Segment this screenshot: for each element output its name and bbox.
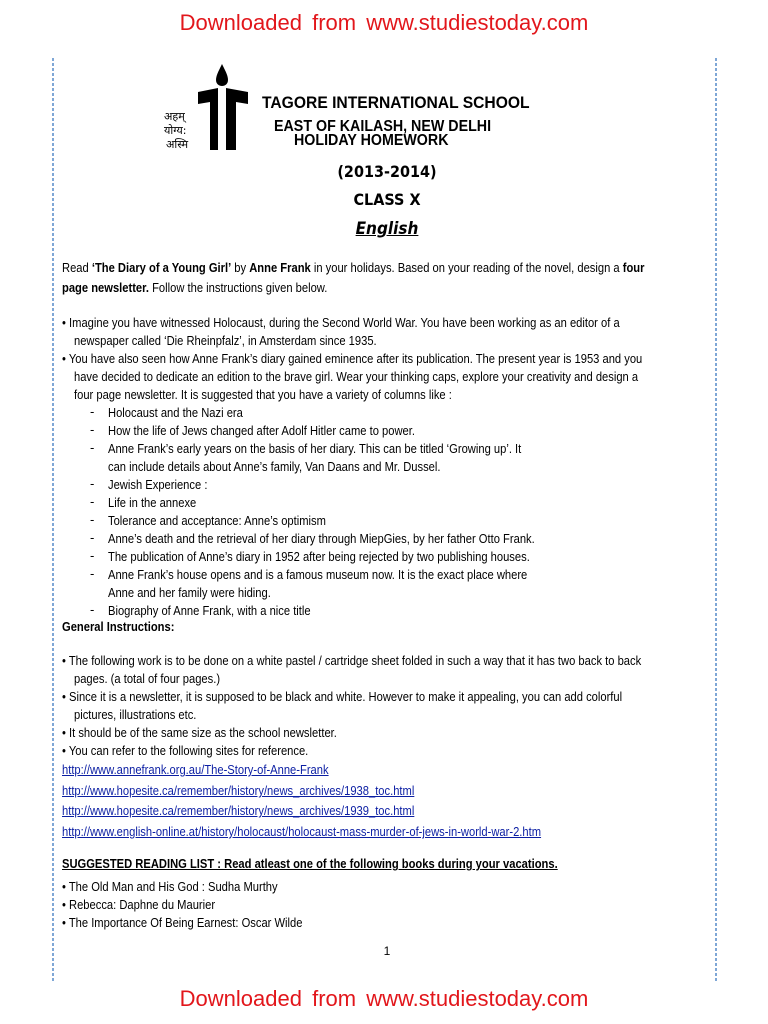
class-label: CLASS X — [353, 190, 421, 209]
column-item: Holocaust and the Nazi era — [108, 405, 243, 420]
column-item: Tolerance and acceptance: Anne’s optimism — [108, 513, 326, 528]
svg-text:अहम्: अहम् — [164, 110, 185, 123]
instruction-line: • It should be of the same size as the school newsletter. — [62, 725, 337, 740]
column-item: Anne Frank’s early years on the basis of her diary. This can be titled ‘Growing up’. It — [108, 441, 522, 456]
column-item-continued: Anne and her family were hiding. — [108, 585, 271, 600]
column-item-continued: can include details about Anne’s family, Van Daans and Mr. Dussel. — [108, 459, 441, 474]
book-item: • The Importance Of Being Earnest: Oscar Wilde — [62, 915, 303, 930]
column-item: The publication of Anne’s diary in 1952 after being rejected by two publishing houses. — [108, 549, 530, 564]
column-item: Jewish Experience : — [108, 477, 208, 492]
column-item: Biography of Anne Frank, with a nice title — [108, 603, 311, 618]
instruction-line: pictures, illustrations etc. — [74, 707, 197, 722]
homework-title: HOLIDAY HOMEWORK — [294, 132, 449, 149]
school-address: EAST OF KAILASH, NEW DELHI — [274, 118, 492, 135]
point-2-line-1: • You have also seen how Anne Frank’s diary gained eminence after its publication. The present year is 1953 and you — [62, 351, 643, 366]
point-2-line-2: have decided to dedicate an edition to the brave girl. Wear your thinking caps, explore your creativity and design a — [74, 369, 639, 384]
academic-year: (2013-2014) — [337, 162, 437, 181]
general-instructions-heading: General Instructions: — [62, 619, 175, 634]
reading-list-heading: SUGGESTED READING LIST : Read atleast one of the following books during your vacations. — [62, 856, 558, 871]
download-banner-top: Downloaded from www.studiestoday.com — [179, 10, 589, 35]
svg-text:अस्मि: अस्मि — [166, 138, 189, 151]
reference-link[interactable]: http://www.hopesite.ca/remember/history/news_archives/1938_toc.html — [62, 783, 415, 798]
book-item: • Rebecca: Daphne du Maurier — [62, 897, 216, 912]
point-1-line-1: • Imagine you have witnessed Holocaust, during the Second World War. You have been working as an editor of a — [62, 315, 620, 330]
reference-link[interactable]: http://www.hopesite.ca/remember/history/news_archives/1939_toc.html — [62, 803, 415, 818]
column-item: Anne’s death and the retrieval of her diary through MiepGies, by her father Otto Frank. — [108, 531, 535, 546]
instruction-line: • You can refer to the following sites for reference. — [62, 743, 309, 758]
instruction-line: • The following work is to be done on a white pastel / cartridge sheet folded in such a way that it has two back to back — [62, 653, 642, 668]
download-banner-bottom: Downloaded from www.studiestoday.com — [179, 986, 589, 1011]
instruction-line: pages. (a total of four pages.) — [74, 671, 221, 686]
school-name: TAGORE INTERNATIONAL SCHOOL — [262, 93, 530, 112]
point-2-line-3: four page newsletter. It is suggested that you have a variety of columns like : — [74, 387, 452, 402]
book-item: • The Old Man and His God : Sudha Murthy — [62, 879, 278, 894]
column-item: Anne Frank’s house opens and is a famous museum now. It is the exact place where — [108, 567, 528, 582]
page-number: 1 — [383, 944, 391, 958]
instruction-line: • Since it is a newsletter, it is supposed to be black and white. However to make it appealing, you can add colorful — [62, 689, 623, 704]
point-1-line-2: newspaper called ‘Die Rheinpfalz’, in Amsterdam since 1935. — [74, 333, 377, 348]
subject-label: English — [355, 219, 419, 239]
intro-line-2: page newsletter. Follow the instructions given below. — [62, 280, 328, 295]
svg-text:योग्य:: योग्य: — [164, 124, 187, 137]
school-logo — [164, 62, 260, 154]
intro-line-1: Read ‘The Diary of a Young Girl’ by Anne Frank in your holidays. Based on your reading of the novel, design a four — [62, 260, 645, 275]
reference-link[interactable]: http://www.annefrank.org.au/The-Story-of-Anne-Frank — [62, 762, 329, 777]
column-item: How the life of Jews changed after Adolf Hitler came to power. — [108, 423, 415, 438]
column-item: Life in the annexe — [108, 495, 197, 510]
reference-link[interactable]: http://www.english-online.at/history/holocaust/holocaust-mass-murder-of-jews-in-world-war-2.htm — [62, 824, 542, 839]
